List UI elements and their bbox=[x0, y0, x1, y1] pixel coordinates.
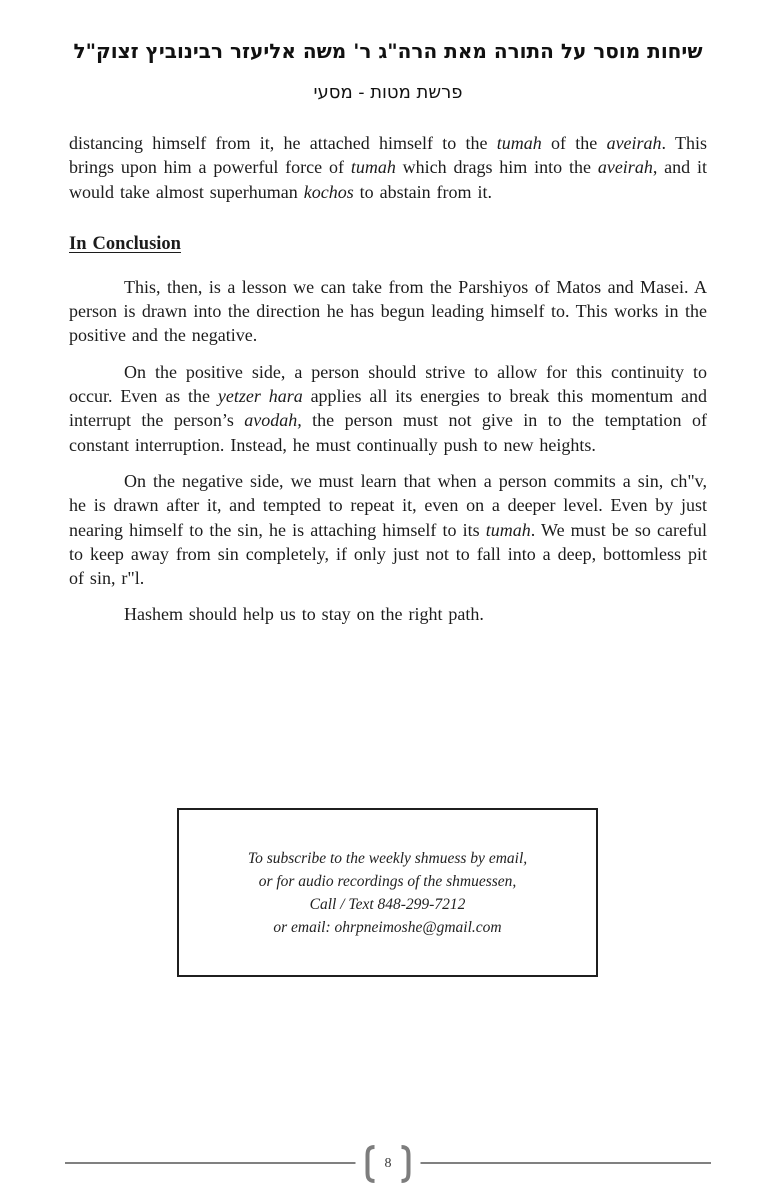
left-bracket-icon bbox=[363, 1144, 377, 1184]
subscription-phone-line: Call / Text 848-299-7212 bbox=[309, 895, 466, 913]
paragraph-conclusion-4: Hashem should help us to stay on the right path. bbox=[124, 604, 484, 625]
page-header bbox=[0, 36, 776, 106]
paragraph-conclusion-2: On the positive side, a person should strive to allow for this continuity to occur. Even as the yetzer hara applies all its energies to break this momentum and interrupt the person’s avodah, the person must not give in to the temptation of constant interruption. Instead, he must continually push to new heights. bbox=[69, 361, 707, 455]
page-number: 8 bbox=[384, 1156, 392, 1171]
subscription-line-1: To subscribe to the weekly shmuess by email, bbox=[247, 849, 528, 867]
subscription-email-line: or email: ohrpneimoshe@gmail.com bbox=[273, 918, 502, 936]
document-body bbox=[69, 131, 707, 639]
subscription-box bbox=[177, 808, 598, 977]
subscription-line-2: or for audio recordings of the shmuessen, bbox=[258, 872, 517, 890]
hebrew-parsha-subtitle: פרשת מטות - מסעי bbox=[313, 82, 463, 103]
right-bracket-icon bbox=[400, 1144, 414, 1184]
page-number-ornament bbox=[356, 1144, 421, 1184]
paragraph-conclusion-3: On the negative side, we must learn that when a person commits a sin, ch"v, he is drawn after it, and tempted to repeat it, even on a deeper level. Even by just nearing himself to the sin, he is attaching himself to its tumah. We must be so careful to keep away from sin completely, if only just not to fall into a deep, bottomless pit of sin, r"l. bbox=[69, 470, 707, 589]
section-heading: In Conclusion bbox=[69, 233, 181, 254]
paragraph-intro: distancing himself from it, he attached himself to the tumah of the aveirah. This brings upon him a powerful force of tumah which drags him into the aveirah, and it would take almost superhuman kochos to abstain from it. bbox=[69, 133, 707, 202]
hebrew-title: שיחות מוסר על התורה מאת הרה"ג ר' משה אליעזר רבינוביץ זצוק"ל bbox=[73, 39, 703, 63]
paragraph-conclusion-1: This, then, is a lesson we can take from the Parshiyos of Matos and Masei. A person is drawn into the direction he has begun leading himself to. This works in the positive and the negative. bbox=[69, 276, 707, 346]
